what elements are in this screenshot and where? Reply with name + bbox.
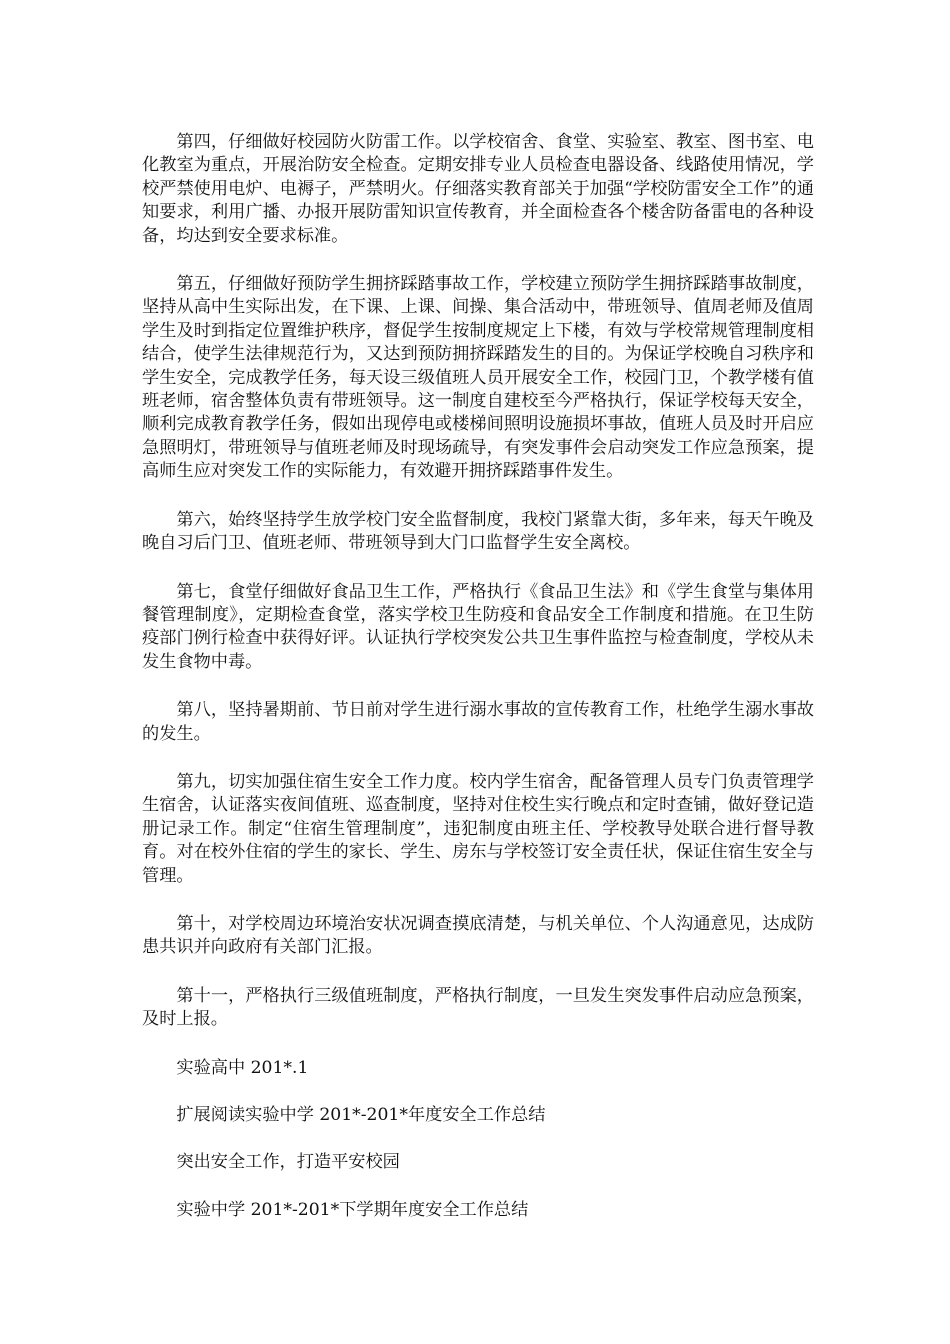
extended-reading-title: 扩展阅读实验中学 201*-201*年度安全工作总结 [176, 1105, 546, 1125]
paragraph-drowning-prevention: 第八，坚持暑期前、节日前对学生进行溺水事故的宣传教育工作，杜绝学生溺水事故的发生。 [142, 700, 814, 744]
signature-line: 实验高中 201*.1 [176, 1057, 309, 1078]
paragraph-surrounding-environment: 第十，对学校周边环境治安状况调查摸底清楚，与机关单位、个人沟通意见，达成防患共识并向政府有关部门汇报。 [142, 913, 814, 958]
paragraph-duty-system: 第十一，严格执行三级值班制度，严格执行制度，一旦发生突发事件启动应急预案，及时上报。 [142, 985, 814, 1030]
headline: 突出安全工作，打造平安校园 [176, 1152, 400, 1173]
paragraph-fire-lightning-safety: 第四，仔细做好校园防火防雷工作。以学校宿舍、食堂、实验室、教室、图书室、电化教室为重点，开展治防安全检查。定期安排专业人员检查电器设备、线路使用情况，学校严禁使用电炉、电褥子，严禁明火。仔细落实教育部关于加强“学校防雷安全工作”的通知要求，利用广播、办报开展防雷知识宣传教育，并全面检查各个楼舍防备雷电的各种设备，均达到安全要求标准。 [142, 132, 814, 246]
paragraph-school-gate-supervision: 第六，始终坚持学生放学校门安全监督制度，我校门紧靠大街，多年来，每天午晚及晚自习后门卫、值班老师、带班领导到大门口监督学生安全离校。 [142, 509, 814, 554]
paragraph-dormitory-safety: 第九，切实加强住宿生安全工作力度。校内学生宿舍，配备管理人员专门负责管理学生宿舍，认证落实夜间值班、巡查制度，坚持对住校生实行晚点和定时查铺，做好登记造册记录工作。制定“住宿生管理制度”，违犯制度由班主任、学校教导处联合进行督导教育。对在校外住宿的学生的家长、学生、房东与学校签订安全责任状，保证住宿生安全与管理。 [142, 771, 814, 886]
subheadline: 实验中学 201*-201*下学期年度安全工作总结 [176, 1199, 529, 1220]
paragraph-food-hygiene: 第七，食堂仔细做好食品卫生工作，严格执行《食品卫生法》和《学生食堂与集体用餐管理制度》，定期检查食堂，落实学校卫生防疫和食品安全工作制度和措施。在卫生防疫部门例行检查中获得好评。认证执行学校突发公共卫生事件监控与检查制度，学校从未发生食物中毒。 [142, 581, 814, 672]
paragraph-crowd-stampede-prevention: 第五，仔细做好预防学生拥挤踩踏事故工作，学校建立预防学生拥挤踩踏事故制度，坚持从高中生实际出发，在下课、上课、间操、集合活动中，带班领导、值周老师及值周学生及时到指定位置维护秩序，督促学生按制度规定上下楼，有效与学校常规管理制度相结合，使学生法律规范行为，又达到预防拥挤踩踏发生的目的。为保证学校晚自习秩序和学生安全，完成教学任务，每天设三级值班人员开展安全工作，校园门卫，个教学楼有值班老师，宿舍整体负责有带班领导。这一制度自建校至今严格执行，保证学校每天安全，顺利完成教育教学任务，假如出现停电或楼梯间照明设施损坏事故，值班人员及时开启应急照明灯，带班领导与值班老师及时现场疏导，有突发事件会启动突发工作应急预案，提高师生应对突发工作的实际能力，有效避开拥挤踩踏事件发生。 [142, 274, 814, 482]
document-body [142, 131, 814, 1246]
